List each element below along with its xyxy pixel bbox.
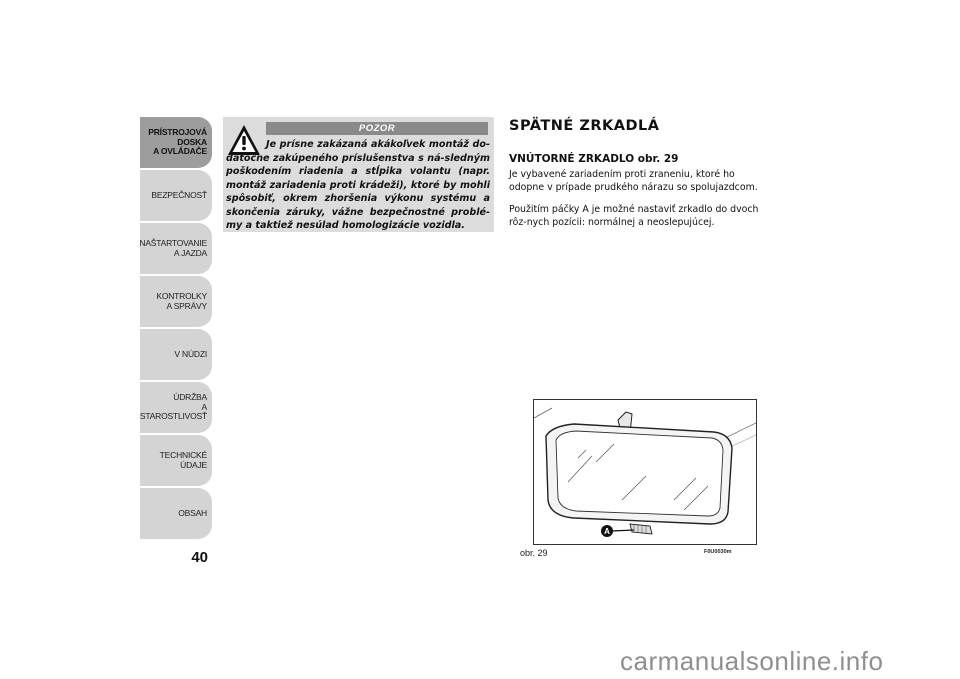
figure-code: F0U0030m [704,549,732,555]
warning-text: Je prísne zakázaná akákoľvek montáž do-datočne zakúpeného príslušenstva s ná-sledným poškodením riadenia a stĺpika volantu (napr. montáž zariadenia proti krádeži), ktoré by mohli spôsobiť, okrem zhoršenia výkonu systému a skončenia záruky, vážne bezpečnostné problé-my a taktiež nesúlad homologizácie vozidla. [226,139,490,231]
tab-technicke-udaje[interactable]: TECHNICKÉ ÚDAJE [140,435,212,486]
page-number: 40 [191,549,208,566]
subsection-title: VNÚTORNÉ ZRKADLO obr. 29 [509,153,679,165]
tab-pristrojova-doska[interactable]: PRÍSTROJOVÁ DOSKA A OVLÁDAČE [140,117,212,168]
tab-v-nudzi[interactable]: V NÚDZI [140,329,212,380]
chapter-tabs [140,117,212,541]
paragraph-2: Použitím páčky A je možné nastaviť zrkadlo do dvoch rôz-nych pozícii: normálnej a neoslepujúcej. [509,204,759,228]
tab-nastartovanie[interactable]: NAŠTARTOVANIE A JAZDA [140,223,212,274]
tab-obsah[interactable]: OBSAH [140,488,212,539]
figure-mirror [533,399,757,545]
paragraph-1: Je vybavené zariadením proti zraneniu, ktoré ho odopne v prípade prudkého nárazu so spolujazdcom. [509,169,758,193]
watermark: carmanualsonline.info [620,646,884,676]
figure-caption: obr. 29 [520,548,548,558]
tab-udrzba[interactable]: ÚDRŽBA A STAROSTLIVOSŤ [140,382,212,433]
rear-view-mirror-illustration [534,400,757,545]
tab-bezpecnost[interactable]: BEZPEČNOSŤ [140,170,212,221]
tab-kontrolky[interactable]: KONTROLKY A SPRÁVY [140,276,212,327]
callout-label: A [604,527,610,536]
section-title: SPÄTNÉ ZRKADLÁ [509,118,660,134]
warning-title: POZOR [266,122,488,135]
